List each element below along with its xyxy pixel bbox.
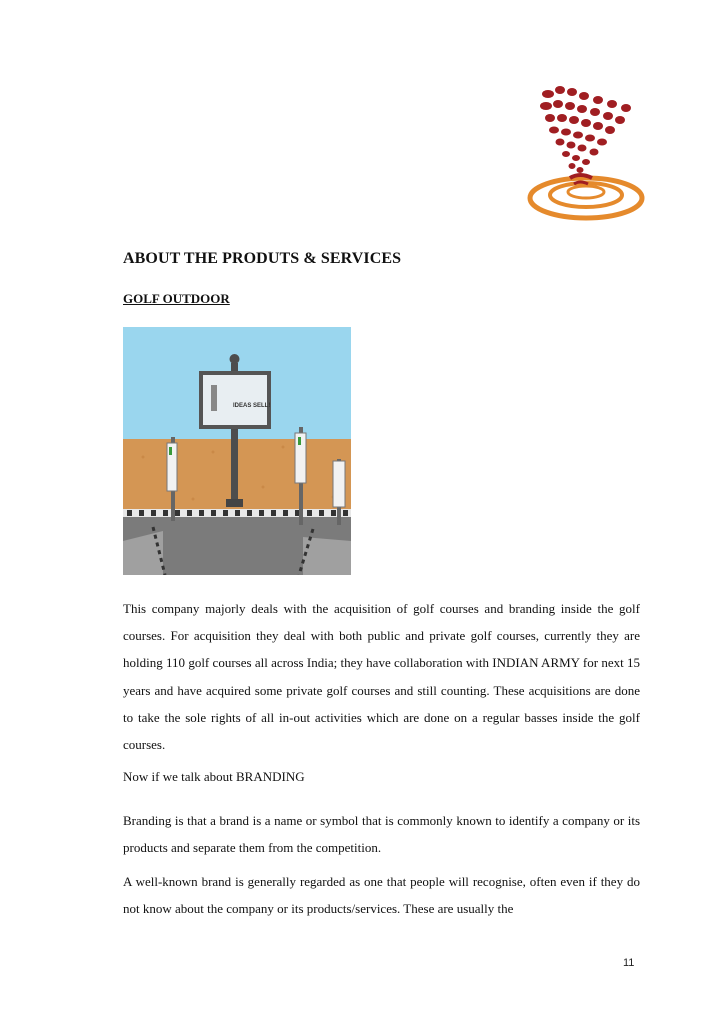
company-logo — [518, 80, 648, 230]
paragraph-branding-definition: Branding is that a brand is a name or symbol that is commonly known to identify a company or its products and separate them from the competition. — [123, 813, 640, 856]
paragraph-branding-intro: Now if we talk about BRANDING — [123, 769, 305, 784]
paragraph-golf-acquisition: This company majorly deals with the acquisition of golf courses and branding inside the golf courses. For acquisition they deal with both public and private golf courses, currently they are holding 110 golf courses all across India; they have collaboration with INDIAN ARMY for next 15 years and have acquired some private golf courses and still counting. These acquisitions are done to take the sole rights of all in-out activities which are done on a regular basses inside the golf courses. — [123, 601, 640, 753]
section-title: ABOUT THE PRODUTS & SERVICES — [123, 250, 402, 267]
logo-dots — [540, 86, 631, 184]
page-number: 11 — [623, 957, 635, 969]
golf-outdoor-billboard-photo — [123, 327, 351, 575]
billboard-text: IDEAS SELL! — [233, 403, 271, 409]
section-subtitle: GOLF OUTDOOR — [123, 291, 230, 306]
paragraph-well-known-brand: A well-known brand is generally regarded as one that people will recognise, often even if they do not know about the company or its products/services. These are usually the — [123, 874, 640, 917]
